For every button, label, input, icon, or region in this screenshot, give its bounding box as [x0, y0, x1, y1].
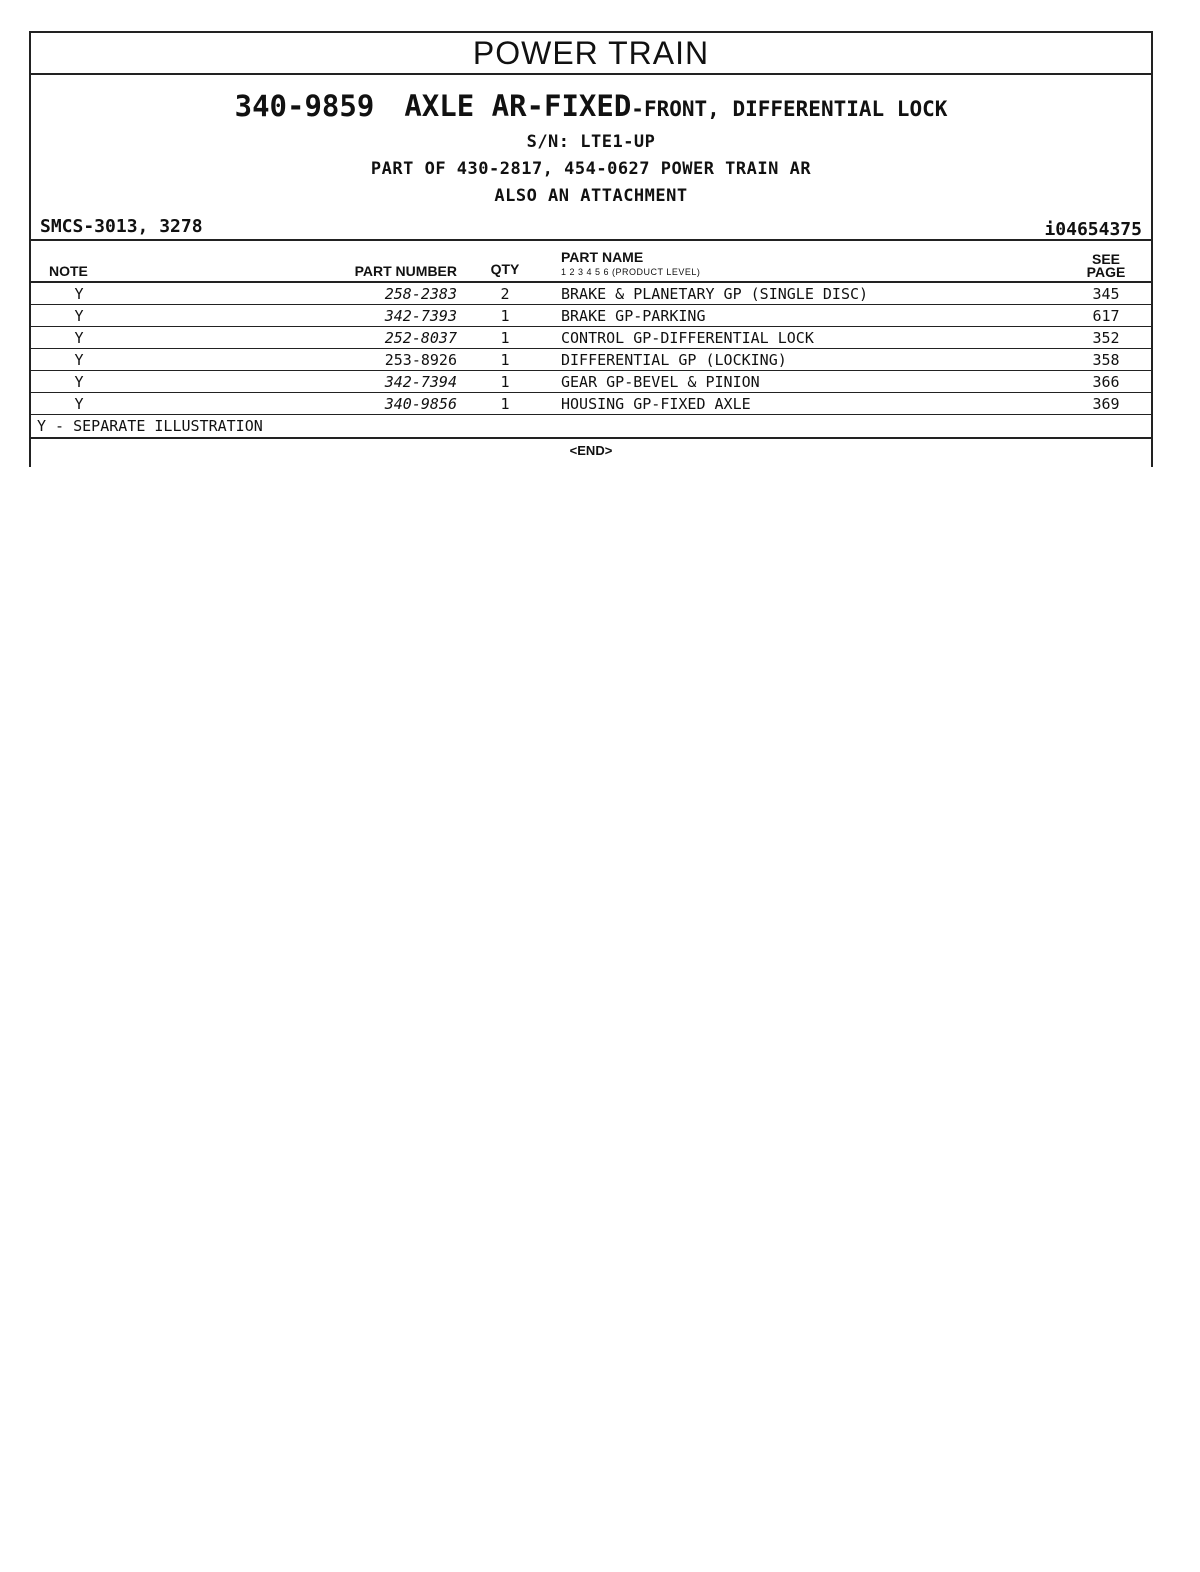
footnote: Y - SEPARATE ILLUSTRATION: [31, 415, 1151, 439]
row-page[interactable]: 369: [1061, 393, 1151, 415]
smcs-code: SMCS-3013, 3278: [40, 216, 203, 237]
col-page-label: PAGE: [1086, 264, 1126, 280]
col-see-page: [1061, 241, 1151, 282]
illustration-id: i04654375: [1044, 219, 1142, 240]
row-page[interactable]: 352: [1061, 327, 1151, 349]
section-title: POWER TRAIN: [31, 33, 1151, 75]
attachment-line: ALSO AN ATTACHMENT: [494, 186, 688, 206]
row-note: Y: [31, 327, 127, 349]
product-level-label: 1 2 3 4 5 6 (PRODUCT LEVEL): [561, 267, 701, 277]
row-note: Y: [31, 349, 127, 371]
row-part-name: BRAKE & PLANETARY GP (SINGLE DISC): [545, 282, 1061, 305]
main-part-name: AXLE AR-FIXED: [404, 89, 632, 123]
col-see-label: SEE: [1091, 251, 1120, 267]
table-row: [31, 305, 1151, 327]
row-part-number[interactable]: 340-9856: [127, 393, 465, 415]
row-qty: 1: [465, 371, 545, 393]
row-part-number[interactable]: 253-8926: [127, 349, 465, 371]
serial-number: S/N: LTE1-UP: [526, 132, 656, 152]
row-page[interactable]: 617: [1061, 305, 1151, 327]
row-part-number[interactable]: 252-8037: [127, 327, 465, 349]
row-part-name: BRAKE GP-PARKING: [545, 305, 1061, 327]
table-row: [31, 371, 1151, 393]
row-qty: 2: [465, 282, 545, 305]
title-line: [31, 89, 1151, 123]
row-qty: 1: [465, 393, 545, 415]
row-note: Y: [31, 371, 127, 393]
col-qty: QTY: [465, 241, 545, 282]
end-marker: <END>: [569, 443, 613, 458]
row-part-number[interactable]: 342-7394: [127, 371, 465, 393]
part-of-line: PART OF 430-2817, 454-0627 POWER TRAIN AR: [370, 159, 812, 179]
main-part-number: 340-9859: [234, 89, 375, 123]
row-page[interactable]: 366: [1061, 371, 1151, 393]
row-part-name: HOUSING GP-FIXED AXLE: [545, 393, 1061, 415]
row-part-name: CONTROL GP-DIFFERENTIAL LOCK: [545, 327, 1061, 349]
row-qty: 1: [465, 305, 545, 327]
parts-page: [29, 31, 1153, 467]
parts-table: [31, 241, 1151, 415]
row-note: Y: [31, 305, 127, 327]
row-qty: 1: [465, 349, 545, 371]
row-qty: 1: [465, 327, 545, 349]
row-part-name: GEAR GP-BEVEL & PINION: [545, 371, 1061, 393]
col-note: NOTE: [31, 241, 127, 282]
table-row: [31, 327, 1151, 349]
table-row: [31, 349, 1151, 371]
row-note: Y: [31, 393, 127, 415]
table-row: [31, 282, 1151, 305]
col-part-name-label: PART NAME: [561, 249, 644, 265]
part-header: [31, 75, 1151, 241]
col-part-name: [545, 241, 1061, 282]
row-part-number[interactable]: 342-7393: [127, 305, 465, 327]
row-part-name: DIFFERENTIAL GP (LOCKING): [545, 349, 1061, 371]
row-note: Y: [31, 282, 127, 305]
row-part-number[interactable]: 258-2383: [127, 282, 465, 305]
row-page[interactable]: 358: [1061, 349, 1151, 371]
table-row: [31, 393, 1151, 415]
col-part-number: PART NUMBER: [127, 241, 465, 282]
main-part-subname: -FRONT, DIFFERENTIAL LOCK: [631, 97, 948, 121]
table-header-row: [31, 241, 1151, 282]
row-page[interactable]: 345: [1061, 282, 1151, 305]
